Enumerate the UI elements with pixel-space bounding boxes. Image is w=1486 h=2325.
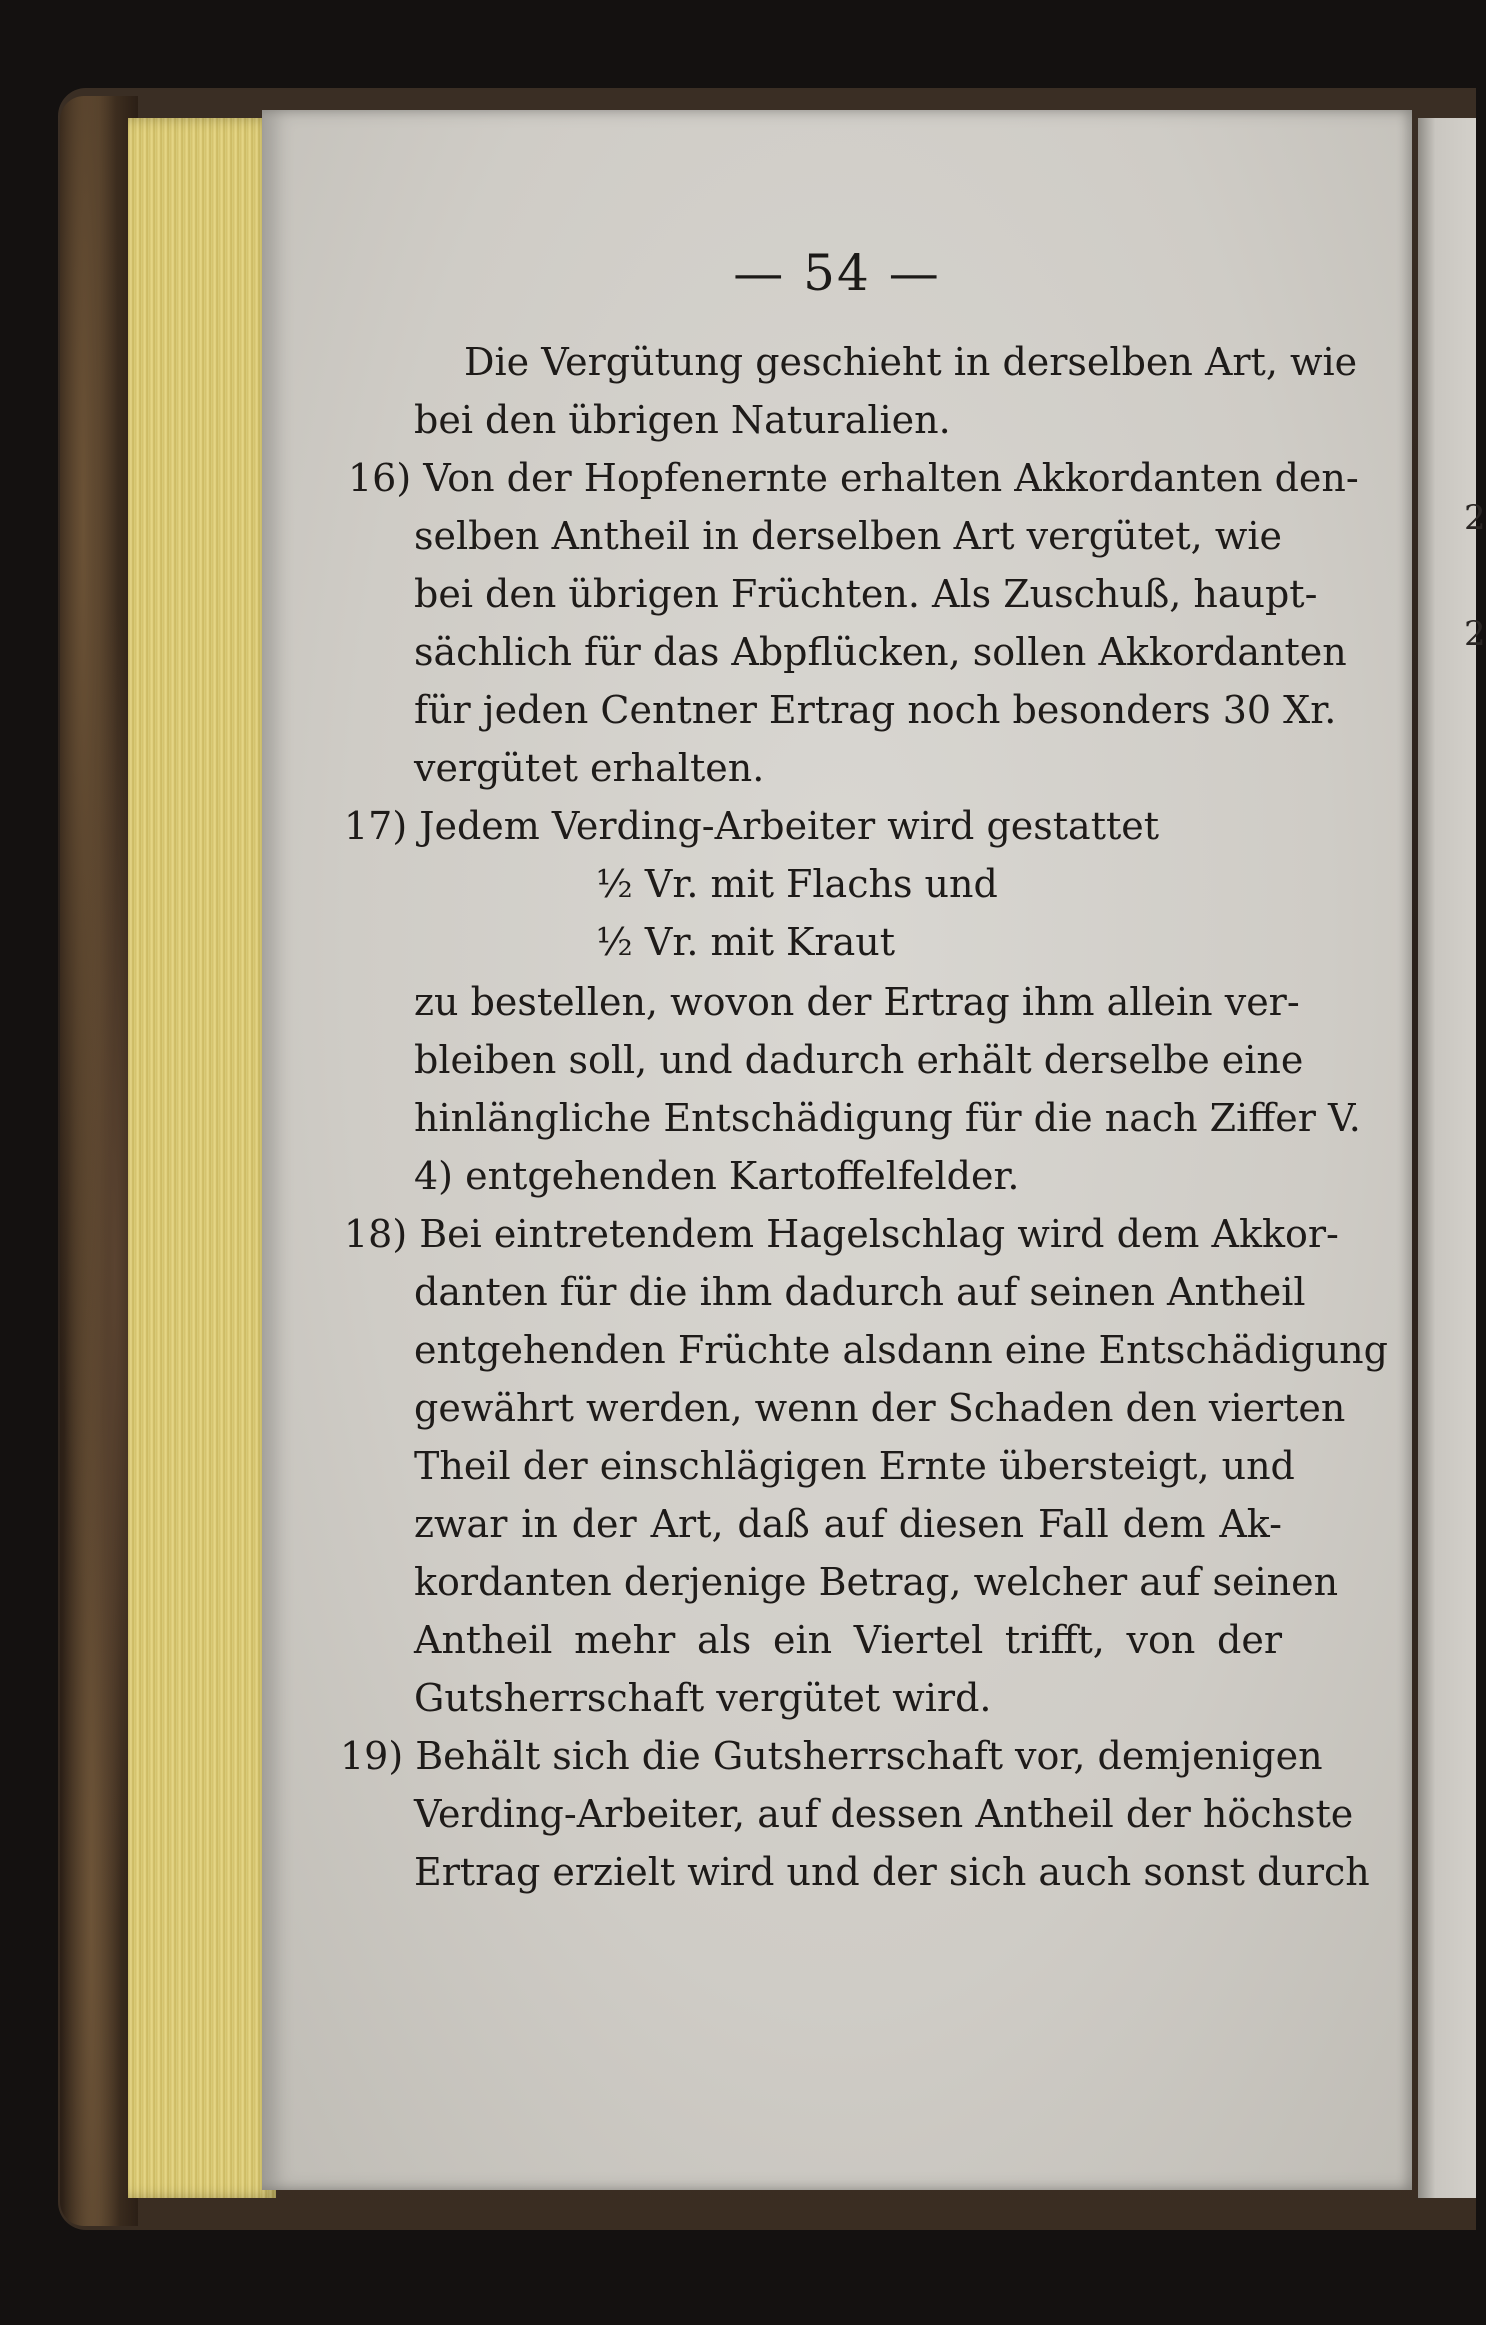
text-line: 4) entgehenden Kartoffelfelder. bbox=[414, 1154, 1020, 1198]
text-line: bleiben soll, und dadurch erhält derselbe eine bbox=[414, 1038, 1304, 1082]
text-line: sächlich für das Abpflücken, sollen Akkordanten bbox=[414, 630, 1347, 674]
text-line: Gutsherrschaft vergütet wird. bbox=[414, 1676, 992, 1720]
text-line: 19) Behält sich die Gutsherrschaft vor, demjenigen bbox=[340, 1734, 1323, 1778]
text-line: ½ Vr. mit Flachs und bbox=[596, 862, 998, 906]
page-edges bbox=[128, 118, 276, 2198]
next-page-mark: 2 bbox=[1464, 498, 1486, 538]
text-line: zu bestellen, wovon der Ertrag ihm allein ver- bbox=[414, 980, 1300, 1024]
page-number: — 54 — bbox=[733, 244, 941, 302]
text-line: danten für die ihm dadurch auf seinen Antheil bbox=[414, 1270, 1306, 1314]
text-line: bei den übrigen Naturalien. bbox=[414, 398, 951, 442]
text-line: hinlängliche Entschädigung für die nach Ziffer V. bbox=[414, 1096, 1361, 1140]
text-line: Theil der einschlägigen Ernte übersteigt, und bbox=[414, 1444, 1295, 1488]
next-page-mark: 2 bbox=[1464, 614, 1486, 654]
text-line: Ertrag erzielt wird und der sich auch sonst durch bbox=[414, 1850, 1370, 1894]
text-line: vergütet erhalten. bbox=[414, 746, 765, 790]
text-line: 17) Jedem Verding-Arbeiter wird gestattet bbox=[344, 804, 1159, 848]
text-line: Antheil mehr als ein Viertel trifft, von der bbox=[414, 1618, 1282, 1662]
text-line: für jeden Centner Ertrag noch besonders 30 Xr. bbox=[414, 688, 1337, 732]
text-line: gewährt werden, wenn der Schaden den vierten bbox=[414, 1386, 1346, 1430]
text-line: ½ Vr. mit Kraut bbox=[596, 920, 895, 964]
next-page-edge bbox=[1418, 118, 1476, 2198]
text-line: 18) Bei eintretendem Hagelschlag wird dem Akkor- bbox=[344, 1212, 1339, 1256]
marbled-binding bbox=[60, 96, 138, 2226]
text-line: zwar in der Art, daß auf diesen Fall dem Ak- bbox=[414, 1502, 1282, 1546]
text-line: kordanten derjenige Betrag, welcher auf seinen bbox=[414, 1560, 1339, 1604]
text-line: Verding-Arbeiter, auf dessen Antheil der höchste bbox=[414, 1792, 1354, 1836]
text-line: bei den übrigen Früchten. Als Zuschuß, haupt- bbox=[414, 572, 1318, 616]
text-line: Die Vergütung geschieht in derselben Art, wie bbox=[464, 340, 1358, 384]
text-line: selben Antheil in derselben Art vergütet, wie bbox=[414, 514, 1282, 558]
text-line: 16) Von der Hopfenernte erhalten Akkordanten den- bbox=[348, 456, 1359, 500]
text-line: entgehenden Früchte alsdann eine Entschädigung bbox=[414, 1328, 1388, 1372]
